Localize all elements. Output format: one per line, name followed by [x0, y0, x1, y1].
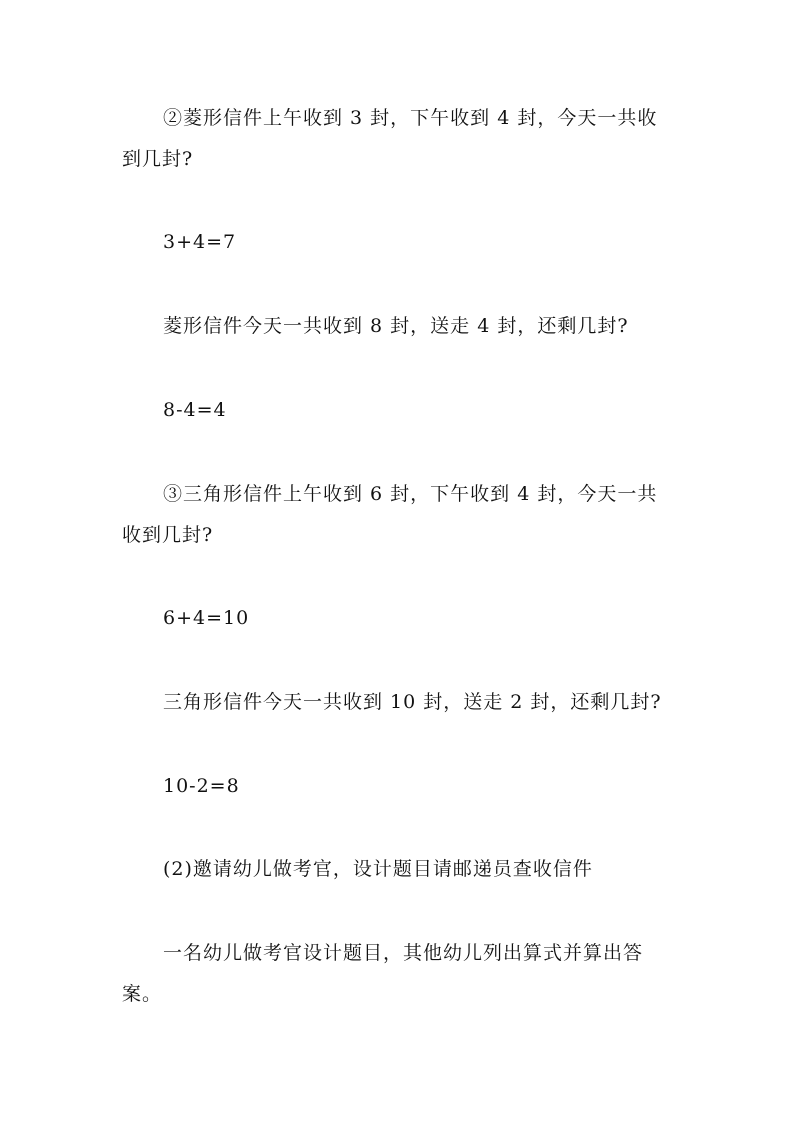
equation-diamond-difference: 8-4=4	[163, 399, 227, 421]
equation-diamond-sum: 3+4=7	[163, 231, 237, 253]
paragraph-triangle-remaining: 三角形信件今天一共收到 10 封，送走 2 封，还剩几封?	[163, 691, 662, 713]
paragraph-examiner-line1: 一名幼儿做考官设计题目，其他幼儿列出算式并算出答	[163, 942, 644, 964]
equation-triangle-difference: 10-2=8	[163, 775, 240, 797]
paragraph-examiner-line2: 案。	[122, 983, 163, 1005]
paragraph-diamond-remaining: 菱形信件今天一共收到 8 封，送走 4 封，还剩几封?	[163, 315, 629, 337]
paragraph-diamond-question-line2: 到几封?	[122, 148, 194, 170]
paragraph-diamond-question-line1: ②菱形信件上午收到 3 封，下午收到 4 封，今天一共收	[163, 107, 658, 129]
paragraph-triangle-question-line1: ③三角形信件上午收到 6 封，下午收到 4 封，今天一共	[163, 483, 658, 505]
section-heading-examiner: (2)邀请幼儿做考官，设计题目请邮递员查收信件	[163, 858, 593, 880]
paragraph-triangle-question-line2: 收到几封?	[122, 524, 214, 546]
equation-triangle-sum: 6+4=10	[163, 607, 250, 629]
